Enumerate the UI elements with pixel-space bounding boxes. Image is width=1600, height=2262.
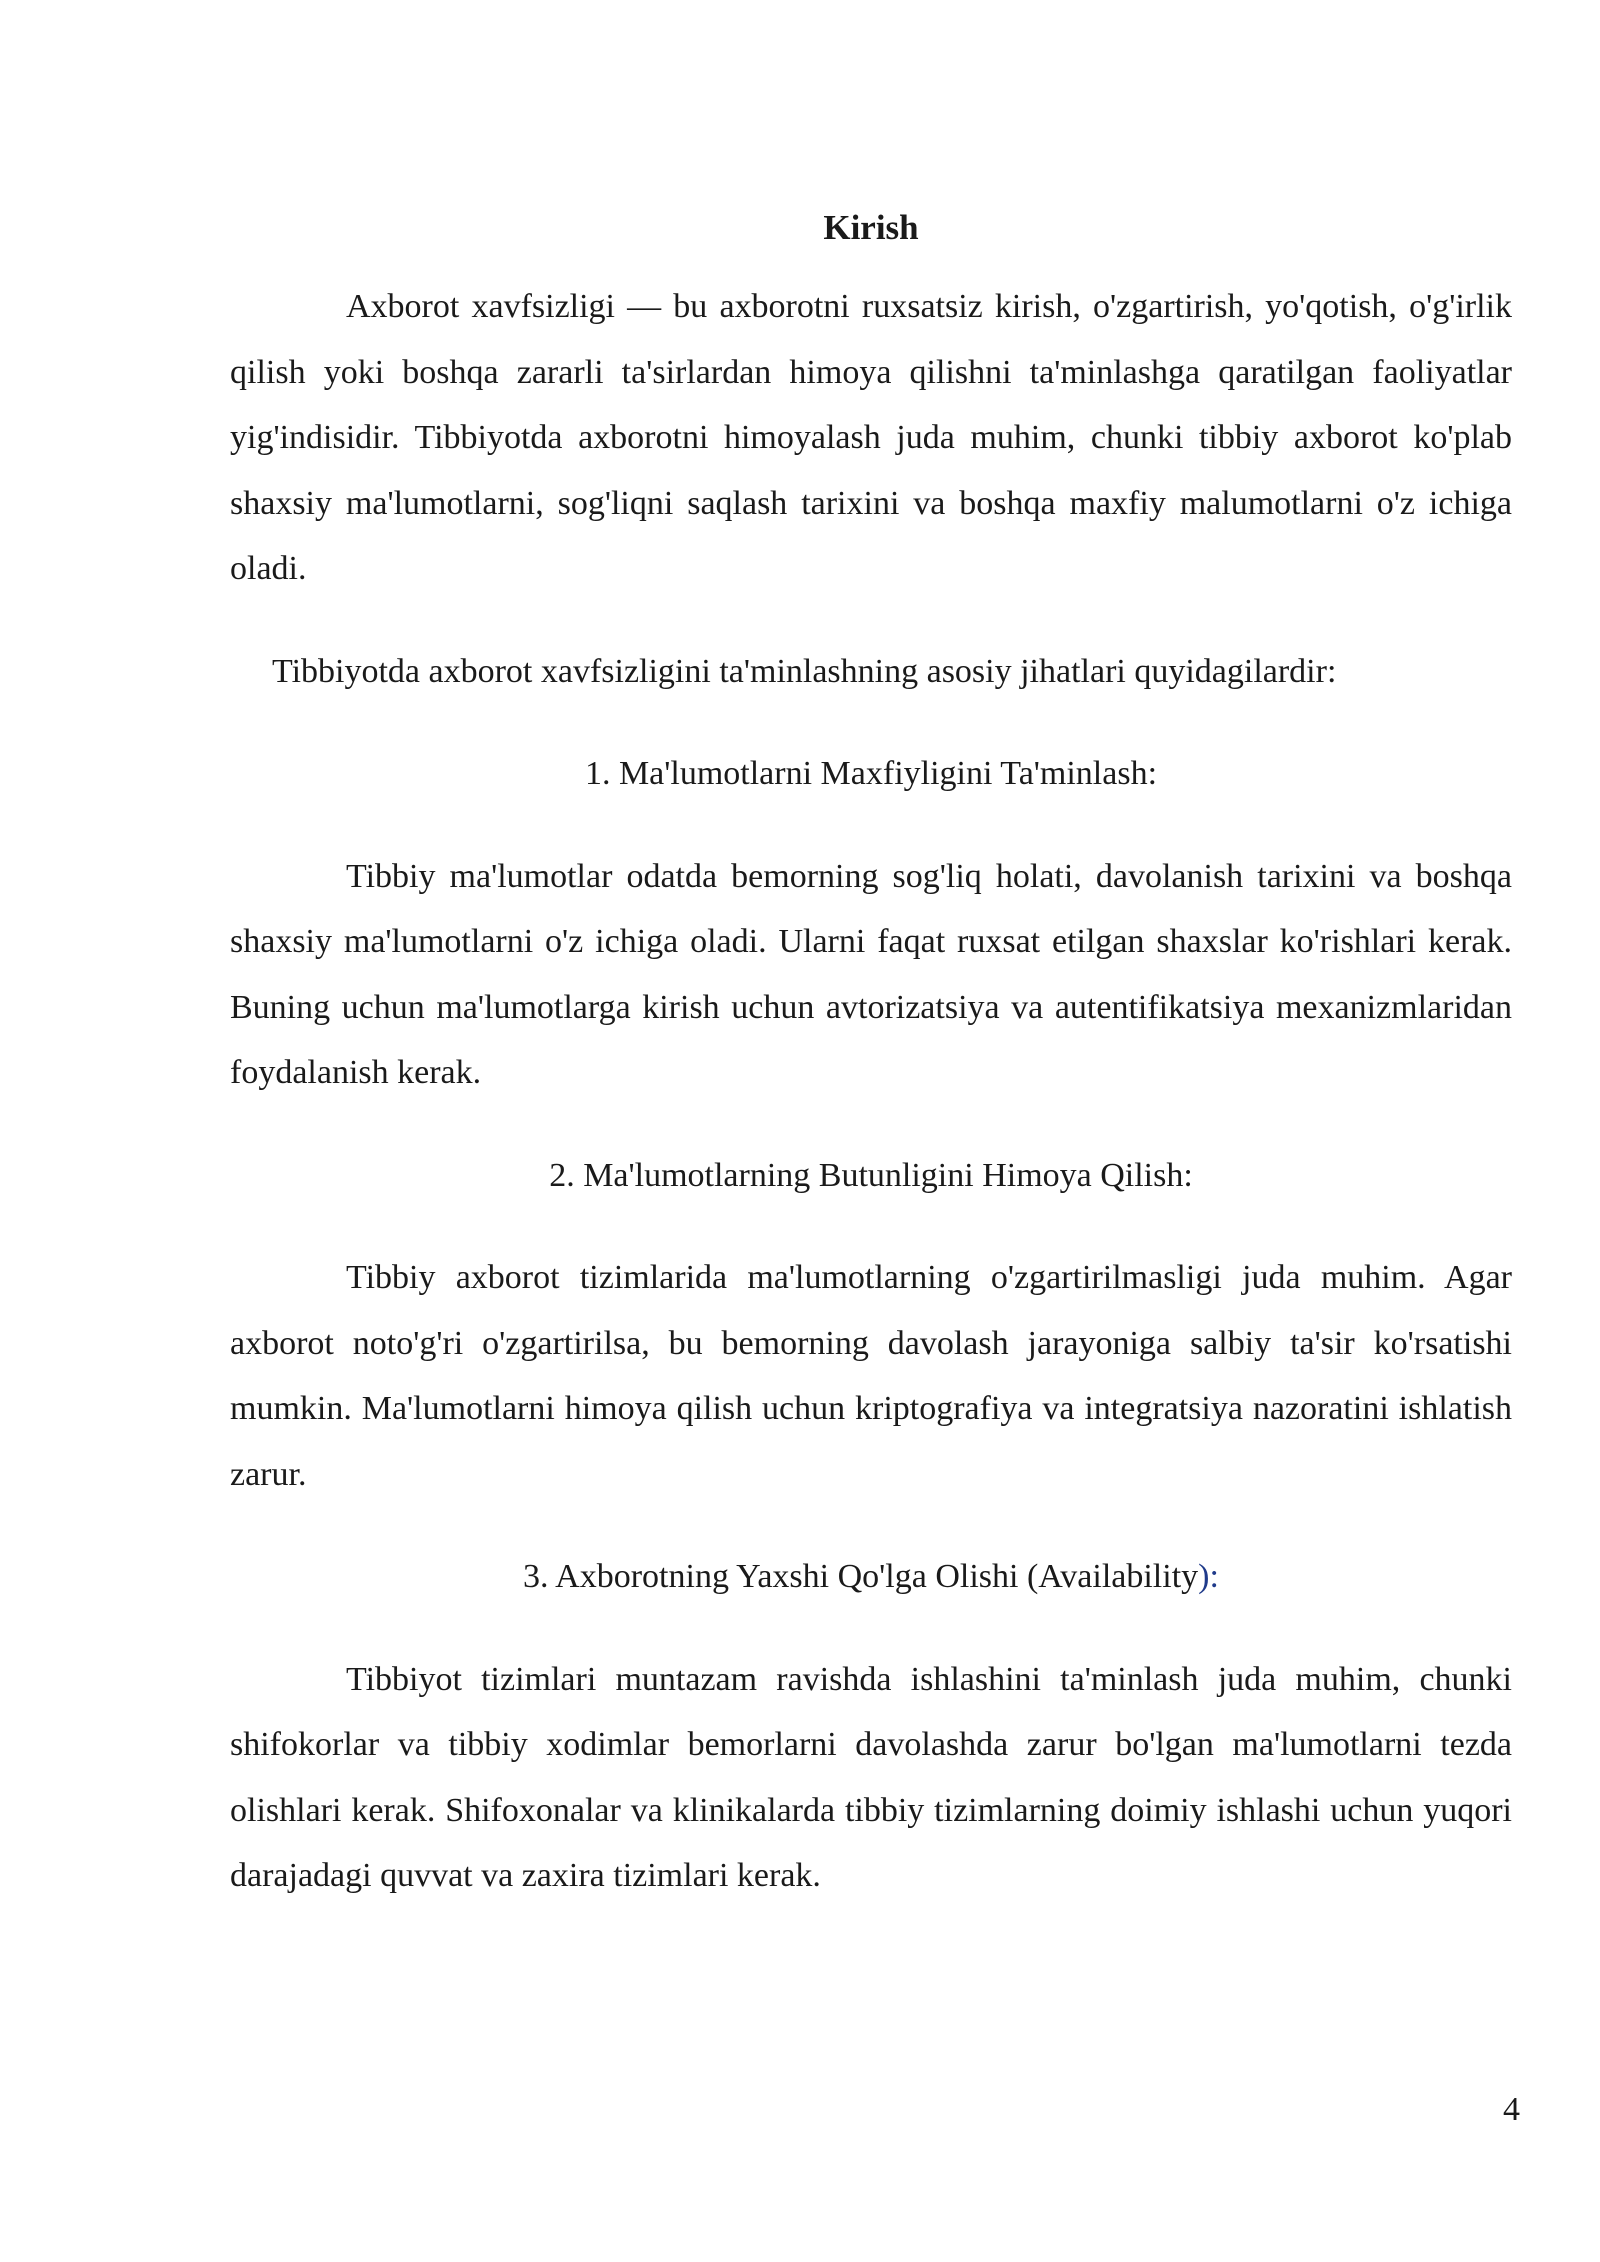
section-body-2: Tibbiy axborot tizimlarida ma'lumotlarning o'zgartirilmasligi juda muhim. Agar axborot noto'g'ri o'zgartirilsa, bu bemorning davolash jarayoniga salbiy ta'sir ko'rsatishi mumkin. Ma'lumotlarni himoya qilish uchun kriptografiya va integratsiya nazoratini ishlatish zarur. xyxy=(230,1259,1512,1493)
page-title: Kirish xyxy=(823,208,919,247)
section-heading-3 xyxy=(230,1544,1512,1610)
section-heading-1: 1. Ma'lumotlarni Maxfiyligini Ta'minlash: xyxy=(584,755,1158,792)
page-number: 4 xyxy=(1503,2091,1520,2128)
aspects-intro-line: Tibbiyotda axborot xavfsizligini ta'minlashning asosiy jihatlari quyidagilardir: xyxy=(272,652,1337,690)
page-content xyxy=(230,200,1512,1909)
intro-paragraph: Axborot xavfsizligi — bu axborotni ruxsatsiz kirish, o'zgartirish, yo'qotish, o'g'irlik qilish yoki boshqa zararli ta'sirlardan himoya qilishni ta'minlashga qaratilgan faoliyatlar yig'indisidir. Tibbiyotda axborotni himoyalash juda muhim, chunki tibbiy axborot ko'plab shaxsiy ma'lumotlarni, sog'liqni saqlash tarixini va boshqa maxfiy malumotlarni o'z ichiga oladi. xyxy=(230,288,1512,587)
section-body-1: Tibbiy ma'lumotlar odatda bemorning sog'liq holati, davolanish tarixini va boshqa shaxsiy ma'lumotlarni o'z ichiga oladi. Ularni faqat ruxsat etilgan shaxslar ko'rishlari kerak. Buning uchun ma'lumotlarga kirish uchun avtorizatsiya va autentifikatsiya mexanizmlaridan foydalanish kerak. xyxy=(230,857,1512,1091)
section-body-3: Tibbiyot tizimlari muntazam ravishda ishlashini ta'minlash juda muhim, chunki shifokorlar va tibbiy xodimlar bemorlarni davolashda zarur bo'lgan ma'lumotlarni tezda olishlari kerak. Shifoxonalar va klinikalarda tibbiy tizimlarning doimiy ishlashi uchun yuqori darajadagi quvvat va zaxira tizimlari kerak. xyxy=(230,1660,1512,1894)
section-heading-3-tail: ): xyxy=(1198,1558,1219,1595)
section-heading-2: 2. Ma'lumotlarning Butunligini Himoya Qilish: xyxy=(549,1156,1193,1194)
section-heading-3-text: 3. Axborotning Yaxshi Qo'lga Olishi (Availability xyxy=(523,1558,1199,1595)
